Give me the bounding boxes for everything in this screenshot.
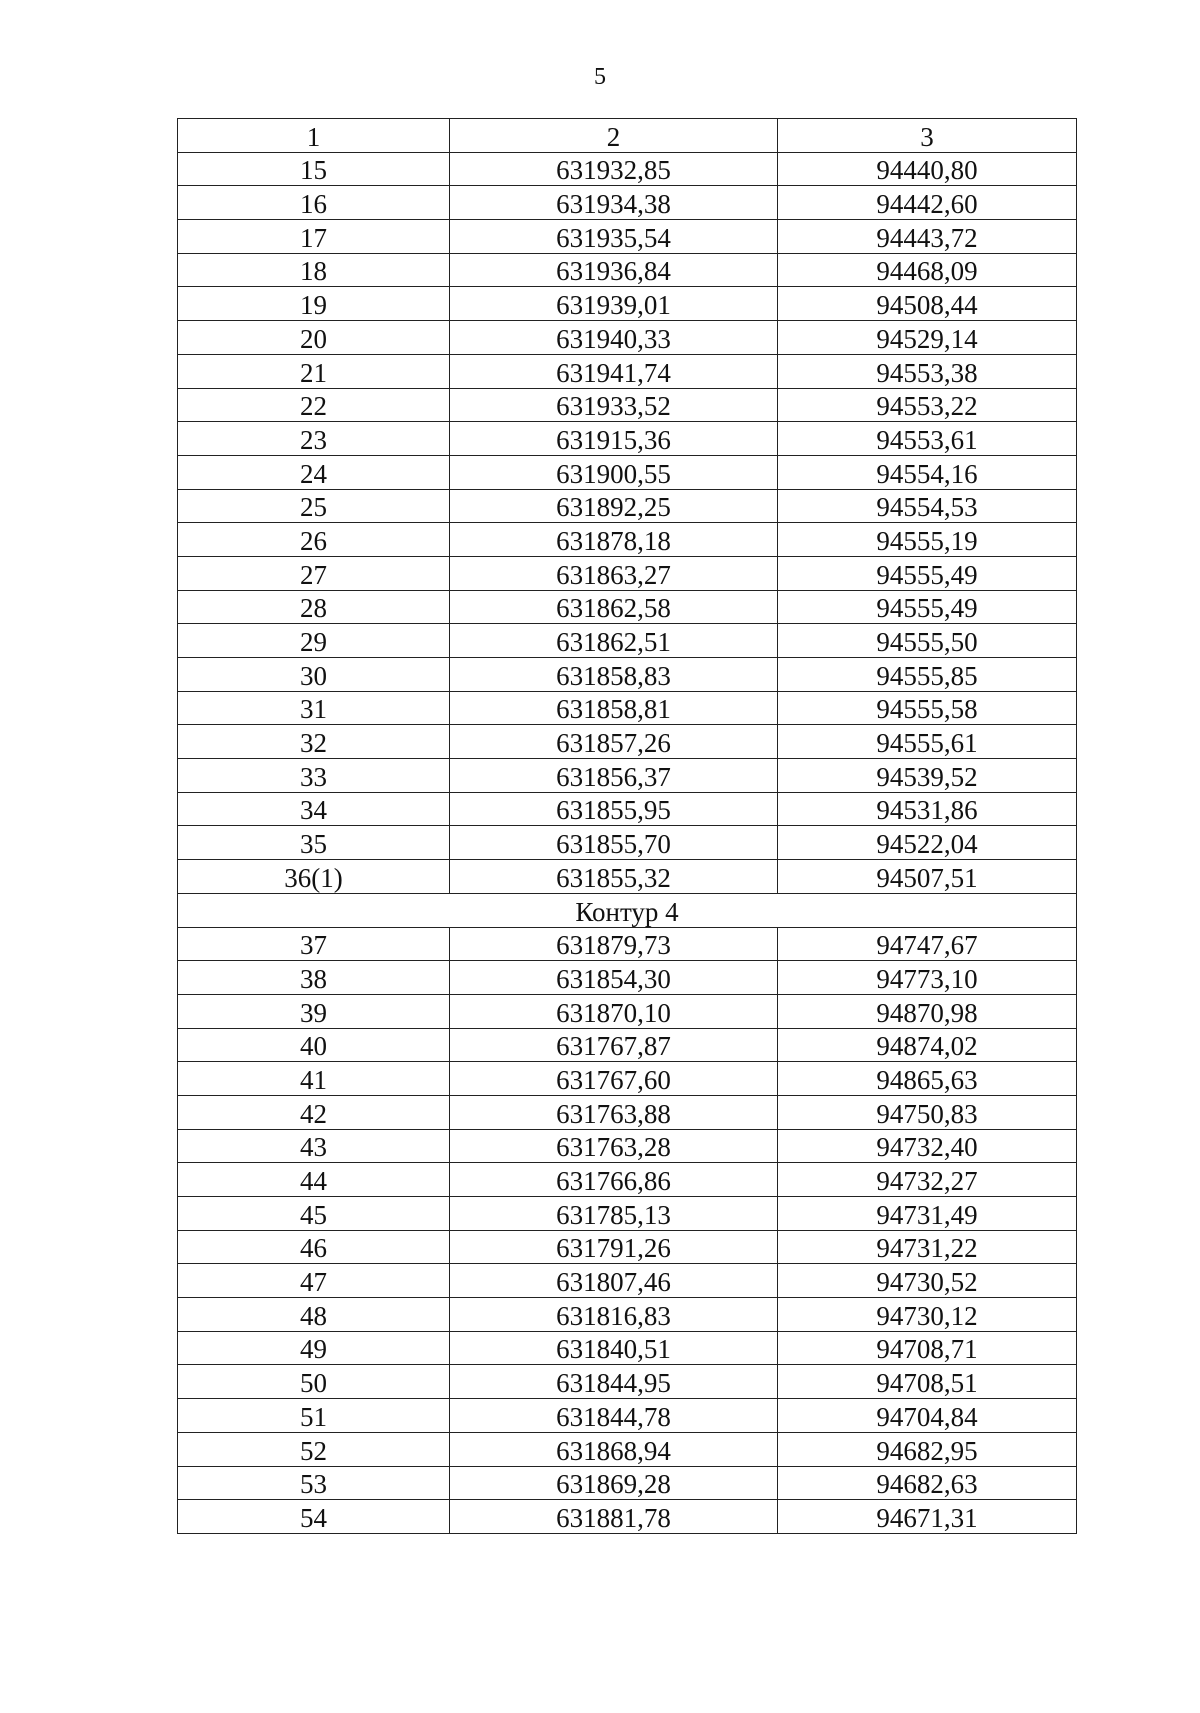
table-row (178, 792, 1077, 826)
point-number-cell: 39 (178, 994, 450, 1028)
point-number-cell: 26 (178, 523, 450, 557)
point-number-cell: 42 (178, 1095, 450, 1129)
x-coordinate-cell: 631791,26 (450, 1230, 778, 1264)
point-number-cell: 23 (178, 422, 450, 456)
table-row (178, 624, 1077, 658)
y-coordinate-cell: 94708,51 (778, 1365, 1077, 1399)
table-row (178, 1466, 1077, 1500)
x-coordinate-cell: 631785,13 (450, 1197, 778, 1231)
table-row (178, 1399, 1077, 1433)
y-coordinate-cell: 94731,49 (778, 1197, 1077, 1231)
point-number-cell: 22 (178, 388, 450, 422)
x-coordinate-cell: 631855,32 (450, 860, 778, 894)
point-number-cell: 16 (178, 186, 450, 220)
point-number-cell: 24 (178, 455, 450, 489)
table-row (178, 927, 1077, 961)
x-coordinate-cell: 631935,54 (450, 220, 778, 254)
table-row (178, 523, 1077, 557)
x-coordinate-cell: 631940,33 (450, 321, 778, 355)
point-number-cell: 15 (178, 152, 450, 186)
y-coordinate-cell: 94732,40 (778, 1129, 1077, 1163)
x-coordinate-cell: 631933,52 (450, 388, 778, 422)
x-coordinate-cell: 631915,36 (450, 422, 778, 456)
y-coordinate-cell: 94553,61 (778, 422, 1077, 456)
y-coordinate-cell: 94865,63 (778, 1062, 1077, 1096)
point-number-cell: 51 (178, 1399, 450, 1433)
header-cell-1: 1 (178, 119, 450, 153)
x-coordinate-cell: 631878,18 (450, 523, 778, 557)
header-cell-2: 2 (450, 119, 778, 153)
y-coordinate-cell: 94750,83 (778, 1095, 1077, 1129)
y-coordinate-cell: 94555,19 (778, 523, 1077, 557)
point-number-cell: 21 (178, 354, 450, 388)
page-number: 5 (594, 64, 606, 90)
table-row (178, 152, 1077, 186)
x-coordinate-cell: 631840,51 (450, 1331, 778, 1365)
table-row (178, 489, 1077, 523)
section-row (178, 893, 1077, 927)
x-coordinate-cell: 631870,10 (450, 994, 778, 1028)
x-coordinate-cell: 631857,26 (450, 725, 778, 759)
y-coordinate-cell: 94508,44 (778, 287, 1077, 321)
y-coordinate-cell: 94507,51 (778, 860, 1077, 894)
point-number-cell: 19 (178, 287, 450, 321)
table-row (178, 860, 1077, 894)
y-coordinate-cell: 94522,04 (778, 826, 1077, 860)
x-coordinate-cell: 631854,30 (450, 961, 778, 995)
point-number-cell: 17 (178, 220, 450, 254)
y-coordinate-cell: 94870,98 (778, 994, 1077, 1028)
table-row (178, 658, 1077, 692)
table-row (178, 1028, 1077, 1062)
point-number-cell: 35 (178, 826, 450, 860)
y-coordinate-cell: 94773,10 (778, 961, 1077, 995)
point-number-cell: 34 (178, 792, 450, 826)
table-row (178, 1163, 1077, 1197)
point-number-cell: 31 (178, 691, 450, 725)
point-number-cell: 27 (178, 556, 450, 590)
y-coordinate-cell: 94554,53 (778, 489, 1077, 523)
table-row (178, 1062, 1077, 1096)
point-number-cell: 18 (178, 253, 450, 287)
x-coordinate-cell: 631939,01 (450, 287, 778, 321)
table-row (178, 287, 1077, 321)
x-coordinate-cell: 631863,27 (450, 556, 778, 590)
x-coordinate-cell: 631862,58 (450, 590, 778, 624)
table-row (178, 253, 1077, 287)
coordinates-table-body (178, 119, 1077, 1534)
point-number-cell: 45 (178, 1197, 450, 1231)
table-row (178, 1298, 1077, 1332)
y-coordinate-cell: 94555,61 (778, 725, 1077, 759)
x-coordinate-cell: 631844,95 (450, 1365, 778, 1399)
header-cell-3: 3 (778, 119, 1077, 153)
table-row (178, 1264, 1077, 1298)
y-coordinate-cell: 94531,86 (778, 792, 1077, 826)
y-coordinate-cell: 94468,09 (778, 253, 1077, 287)
y-coordinate-cell: 94553,22 (778, 388, 1077, 422)
x-coordinate-cell: 631858,81 (450, 691, 778, 725)
table-row (178, 1500, 1077, 1534)
y-coordinate-cell: 94554,16 (778, 455, 1077, 489)
point-number-cell: 49 (178, 1331, 450, 1365)
table-row (178, 321, 1077, 355)
point-number-cell: 33 (178, 759, 450, 793)
y-coordinate-cell: 94671,31 (778, 1500, 1077, 1534)
x-coordinate-cell: 631868,94 (450, 1432, 778, 1466)
point-number-cell: 29 (178, 624, 450, 658)
point-number-cell: 32 (178, 725, 450, 759)
y-coordinate-cell: 94553,38 (778, 354, 1077, 388)
point-number-cell: 38 (178, 961, 450, 995)
point-number-cell: 44 (178, 1163, 450, 1197)
point-number-cell: 43 (178, 1129, 450, 1163)
point-number-cell: 47 (178, 1264, 450, 1298)
table-row (178, 826, 1077, 860)
point-number-cell: 20 (178, 321, 450, 355)
y-coordinate-cell: 94555,50 (778, 624, 1077, 658)
table-row (178, 759, 1077, 793)
x-coordinate-cell: 631763,28 (450, 1129, 778, 1163)
point-number-cell: 53 (178, 1466, 450, 1500)
table-row (178, 422, 1077, 456)
point-number-cell: 28 (178, 590, 450, 624)
point-number-cell: 41 (178, 1062, 450, 1096)
table-row (178, 220, 1077, 254)
x-coordinate-cell: 631807,46 (450, 1264, 778, 1298)
x-coordinate-cell: 631936,84 (450, 253, 778, 287)
point-number-cell: 25 (178, 489, 450, 523)
x-coordinate-cell: 631862,51 (450, 624, 778, 658)
table-row (178, 1095, 1077, 1129)
x-coordinate-cell: 631881,78 (450, 1500, 778, 1534)
table-row (178, 455, 1077, 489)
table-row (178, 556, 1077, 590)
table-row (178, 1365, 1077, 1399)
contour-section-label: Контур 4 (178, 893, 1077, 927)
y-coordinate-cell: 94708,71 (778, 1331, 1077, 1365)
point-number-cell: 50 (178, 1365, 450, 1399)
table-row (178, 388, 1077, 422)
x-coordinate-cell: 631879,73 (450, 927, 778, 961)
y-coordinate-cell: 94539,52 (778, 759, 1077, 793)
y-coordinate-cell: 94730,12 (778, 1298, 1077, 1332)
point-number-cell: 30 (178, 658, 450, 692)
table-header-row (178, 119, 1077, 153)
table-row (178, 1331, 1077, 1365)
table-row (178, 1230, 1077, 1264)
table-row (178, 354, 1077, 388)
y-coordinate-cell: 94555,85 (778, 658, 1077, 692)
y-coordinate-cell: 94555,49 (778, 556, 1077, 590)
y-coordinate-cell: 94442,60 (778, 186, 1077, 220)
point-number-cell: 52 (178, 1432, 450, 1466)
point-number-cell: 46 (178, 1230, 450, 1264)
point-number-cell: 54 (178, 1500, 450, 1534)
point-number-cell: 36(1) (178, 860, 450, 894)
y-coordinate-cell: 94555,58 (778, 691, 1077, 725)
x-coordinate-cell: 631844,78 (450, 1399, 778, 1433)
y-coordinate-cell: 94682,63 (778, 1466, 1077, 1500)
x-coordinate-cell: 631767,87 (450, 1028, 778, 1062)
table-row (178, 1197, 1077, 1231)
coordinates-table (177, 118, 1077, 1534)
x-coordinate-cell: 631855,95 (450, 792, 778, 826)
x-coordinate-cell: 631856,37 (450, 759, 778, 793)
point-number-cell: 40 (178, 1028, 450, 1062)
x-coordinate-cell: 631767,60 (450, 1062, 778, 1096)
x-coordinate-cell: 631766,86 (450, 1163, 778, 1197)
table-row (178, 1432, 1077, 1466)
table-row (178, 725, 1077, 759)
y-coordinate-cell: 94732,27 (778, 1163, 1077, 1197)
x-coordinate-cell: 631900,55 (450, 455, 778, 489)
x-coordinate-cell: 631892,25 (450, 489, 778, 523)
table-row (178, 590, 1077, 624)
point-number-cell: 37 (178, 927, 450, 961)
y-coordinate-cell: 94555,49 (778, 590, 1077, 624)
y-coordinate-cell: 94704,84 (778, 1399, 1077, 1433)
x-coordinate-cell: 631816,83 (450, 1298, 778, 1332)
table-row (178, 1129, 1077, 1163)
point-number-cell: 48 (178, 1298, 450, 1332)
x-coordinate-cell: 631855,70 (450, 826, 778, 860)
table-row (178, 961, 1077, 995)
y-coordinate-cell: 94440,80 (778, 152, 1077, 186)
table-row (178, 994, 1077, 1028)
table-row (178, 186, 1077, 220)
x-coordinate-cell: 631932,85 (450, 152, 778, 186)
y-coordinate-cell: 94730,52 (778, 1264, 1077, 1298)
y-coordinate-cell: 94874,02 (778, 1028, 1077, 1062)
x-coordinate-cell: 631941,74 (450, 354, 778, 388)
y-coordinate-cell: 94682,95 (778, 1432, 1077, 1466)
y-coordinate-cell: 94731,22 (778, 1230, 1077, 1264)
x-coordinate-cell: 631869,28 (450, 1466, 778, 1500)
table-row (178, 691, 1077, 725)
y-coordinate-cell: 94747,67 (778, 927, 1077, 961)
y-coordinate-cell: 94443,72 (778, 220, 1077, 254)
y-coordinate-cell: 94529,14 (778, 321, 1077, 355)
x-coordinate-cell: 631763,88 (450, 1095, 778, 1129)
x-coordinate-cell: 631858,83 (450, 658, 778, 692)
x-coordinate-cell: 631934,38 (450, 186, 778, 220)
